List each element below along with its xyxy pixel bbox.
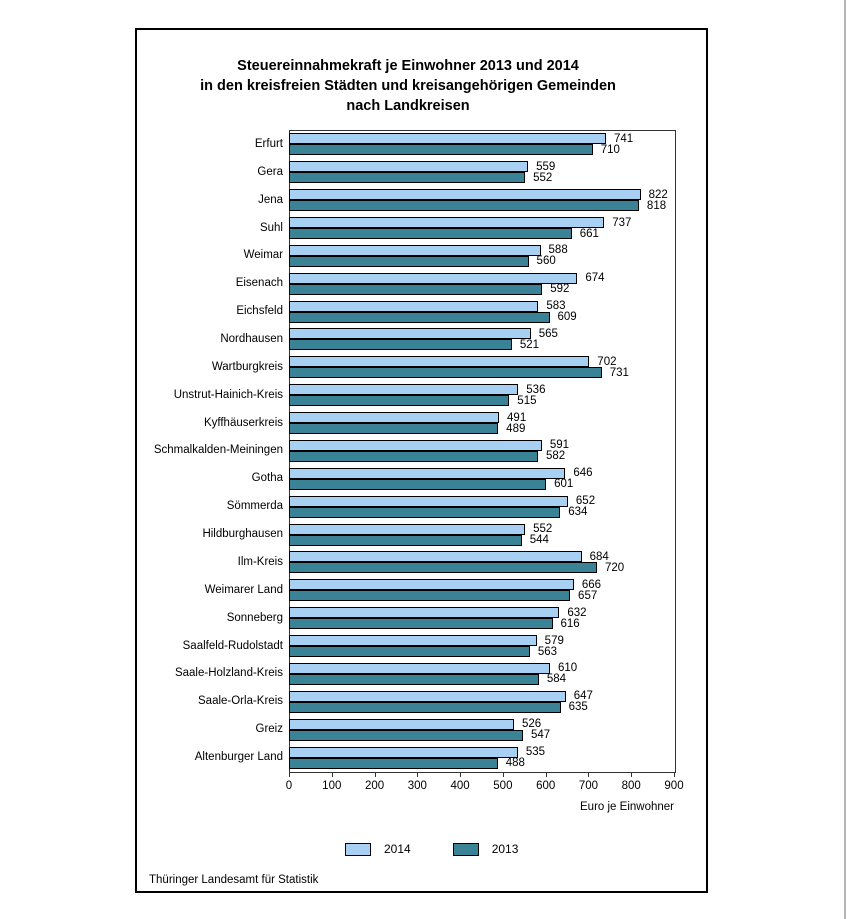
source-note: Thüringer Landesamt für Statistik bbox=[149, 874, 319, 886]
category-label-greiz: Greiz bbox=[255, 723, 283, 736]
bar-2013-unstrut-hainich-kreis bbox=[289, 395, 509, 406]
bar-2013-weimarer-land bbox=[289, 590, 570, 601]
category-label-gotha: Gotha bbox=[251, 472, 283, 485]
category-label-eisenach: Eisenach bbox=[235, 277, 283, 290]
value-label-2014-kyffh-userkreis: 491 bbox=[507, 411, 527, 424]
bar-2014-kyffh-userkreis bbox=[289, 412, 499, 423]
bar-2014-jena bbox=[289, 189, 641, 200]
bar-2013-saale-holzland-kreis bbox=[289, 674, 539, 685]
x-axis-tick bbox=[289, 772, 290, 777]
bar-2013-wartburgkreis bbox=[289, 367, 602, 378]
category-label-unstrut-hainich-kreis: Unstrut-Hainich-Kreis bbox=[173, 388, 283, 401]
value-label-2013-hildburghausen: 544 bbox=[529, 534, 549, 547]
bar-2013-jena bbox=[289, 200, 639, 211]
legend-swatch-2014 bbox=[345, 843, 371, 856]
bar-2013-suhl bbox=[289, 228, 572, 239]
bar-2014-saale-orla-kreis bbox=[289, 691, 566, 702]
value-label-2014-s-mmerda: 652 bbox=[575, 495, 596, 508]
bar-2014-sonneberg bbox=[289, 607, 559, 618]
legend-item-2013 bbox=[453, 842, 519, 856]
bar-2014-weimar bbox=[289, 245, 541, 256]
x-axis-tick bbox=[546, 772, 547, 777]
value-label-2013-wartburgkreis: 731 bbox=[609, 366, 629, 379]
x-axis-tick-label: 400 bbox=[450, 780, 470, 792]
bar-2014-greiz bbox=[289, 719, 514, 730]
value-label-2013-nordhausen: 521 bbox=[519, 338, 540, 351]
value-label-2014-saale-holzland-kreis: 610 bbox=[557, 662, 578, 675]
value-label-2014-saalfeld-rudolstadt: 579 bbox=[544, 634, 564, 647]
bar-2013-ilm-kreis bbox=[289, 562, 597, 573]
bar-2013-saale-orla-kreis bbox=[289, 702, 561, 713]
value-label-2013-altenburger-land: 488 bbox=[505, 757, 525, 770]
value-label-2013-eisenach: 592 bbox=[550, 283, 570, 296]
bar-2013-kyffh-userkreis bbox=[289, 423, 498, 434]
bar-2014-saale-holzland-kreis bbox=[289, 663, 550, 674]
bar-2014-altenburger-land bbox=[289, 747, 518, 758]
bar-2014-gotha bbox=[289, 468, 565, 479]
value-label-2013-weimar: 560 bbox=[536, 255, 556, 268]
chart-title-line-1: Steuereinnahmekraft je Einwohner 2013 und 2014 bbox=[237, 58, 579, 74]
category-label-saalfeld-rudolstadt: Saalfeld-Rudolstadt bbox=[182, 639, 283, 652]
bar-2014-nordhausen bbox=[289, 328, 531, 339]
x-axis-unit-label: Euro je Einwohner bbox=[580, 801, 674, 813]
bar-2014-s-mmerda bbox=[289, 496, 568, 507]
category-label-schmalkalden-meiningen: Schmalkalden-Meiningen bbox=[153, 444, 283, 457]
bar-2013-nordhausen bbox=[289, 339, 512, 350]
category-label-saale-holzland-kreis: Saale-Holzland-Kreis bbox=[174, 667, 283, 680]
value-label-2014-nordhausen: 565 bbox=[538, 327, 558, 340]
x-axis-tick bbox=[375, 772, 376, 777]
category-label-nordhausen: Nordhausen bbox=[220, 332, 283, 345]
value-label-2013-saalfeld-rudolstadt: 563 bbox=[537, 645, 558, 658]
value-label-2014-saale-orla-kreis: 647 bbox=[573, 690, 593, 703]
bar-2013-schmalkalden-meiningen bbox=[289, 451, 538, 462]
category-label-hildburghausen: Hildburghausen bbox=[202, 528, 283, 541]
x-axis-tick bbox=[332, 772, 333, 777]
value-label-2013-saale-orla-kreis: 635 bbox=[568, 701, 588, 714]
bar-2014-gera bbox=[289, 161, 528, 172]
value-label-2013-unstrut-hainich-kreis: 515 bbox=[517, 394, 537, 407]
bar-2013-sonneberg bbox=[289, 618, 553, 629]
value-label-2014-schmalkalden-meiningen: 591 bbox=[549, 439, 569, 452]
bar-2014-hildburghausen bbox=[289, 524, 525, 535]
x-axis-tick bbox=[631, 772, 632, 777]
bar-2014-eisenach bbox=[289, 273, 577, 284]
category-label-kyffh-userkreis: Kyffhäuserkreis bbox=[203, 416, 283, 429]
category-label-s-mmerda: Sömmerda bbox=[226, 500, 283, 513]
value-label-2014-weimarer-land: 666 bbox=[581, 578, 602, 591]
category-label-weimar: Weimar bbox=[243, 249, 283, 262]
category-label-saale-orla-kreis: Saale-Orla-Kreis bbox=[198, 695, 283, 708]
legend bbox=[345, 842, 560, 856]
x-axis-tick bbox=[460, 772, 461, 777]
legend-item-2014 bbox=[345, 842, 411, 856]
bar-2013-eisenach bbox=[289, 284, 542, 295]
chart-title bbox=[137, 56, 679, 116]
legend-swatch-2013 bbox=[453, 843, 479, 856]
value-label-2014-eisenach: 674 bbox=[585, 272, 605, 285]
bar-2013-erfurt bbox=[289, 144, 593, 155]
value-label-2013-ilm-kreis: 720 bbox=[605, 561, 625, 574]
bar-2014-erfurt bbox=[289, 133, 606, 144]
value-label-2013-saale-holzland-kreis: 584 bbox=[546, 673, 566, 686]
bar-2014-schmalkalden-meiningen bbox=[289, 440, 542, 451]
category-label-weimarer-land: Weimarer Land bbox=[204, 583, 283, 596]
category-label-ilm-kreis: Ilm-Kreis bbox=[237, 555, 283, 568]
bar-2013-saalfeld-rudolstadt bbox=[289, 646, 530, 657]
x-axis-tick-label: 200 bbox=[364, 780, 385, 792]
x-axis-tick-label: 500 bbox=[493, 780, 513, 792]
bar-2014-ilm-kreis bbox=[289, 551, 582, 562]
chart-title-line-3: nach Landkreisen bbox=[346, 98, 470, 114]
x-axis-tick-label: 700 bbox=[578, 780, 599, 792]
bar-2014-eichsfeld bbox=[289, 301, 538, 312]
bar-2014-suhl bbox=[289, 217, 604, 228]
x-axis-tick bbox=[674, 772, 675, 777]
category-label-erfurt: Erfurt bbox=[254, 137, 283, 150]
bar-2013-weimar bbox=[289, 256, 529, 267]
value-label-2014-erfurt: 741 bbox=[613, 132, 634, 145]
category-label-jena: Jena bbox=[258, 193, 283, 206]
value-label-2014-altenburger-land: 535 bbox=[525, 746, 546, 759]
value-label-2014-weimar: 588 bbox=[548, 244, 568, 257]
x-axis-tick bbox=[503, 772, 504, 777]
value-label-2013-greiz: 547 bbox=[530, 729, 551, 742]
value-label-2013-weimarer-land: 657 bbox=[578, 589, 598, 602]
bar-2014-weimarer-land bbox=[289, 579, 574, 590]
bar-2013-eichsfeld bbox=[289, 312, 550, 323]
x-axis-tick-label: 0 bbox=[285, 780, 293, 792]
value-label-2013-s-mmerda: 634 bbox=[568, 506, 588, 519]
value-label-2013-eichsfeld: 609 bbox=[557, 311, 577, 324]
x-axis-tick-label: 600 bbox=[536, 780, 556, 792]
value-label-2014-eichsfeld: 583 bbox=[546, 300, 566, 313]
value-label-2013-sonneberg: 616 bbox=[560, 617, 580, 630]
value-label-2014-gotha: 646 bbox=[573, 467, 593, 480]
x-axis-tick-label: 800 bbox=[621, 780, 641, 792]
x-axis-tick-label: 900 bbox=[664, 780, 684, 792]
value-label-2013-jena: 818 bbox=[646, 199, 667, 212]
bar-2013-gotha bbox=[289, 479, 546, 490]
category-label-eichsfeld: Eichsfeld bbox=[236, 305, 283, 318]
bar-2013-s-mmerda bbox=[289, 507, 560, 518]
x-axis-tick-label: 100 bbox=[322, 780, 342, 792]
category-label-gera: Gera bbox=[257, 165, 283, 178]
bar-2014-saalfeld-rudolstadt bbox=[289, 635, 537, 646]
value-label-2014-greiz: 526 bbox=[522, 718, 542, 731]
value-label-2014-gera: 559 bbox=[536, 160, 556, 173]
bar-2013-greiz bbox=[289, 730, 523, 741]
bar-2013-hildburghausen bbox=[289, 535, 522, 546]
report-page bbox=[135, 28, 708, 893]
value-label-2013-gotha: 601 bbox=[554, 478, 574, 491]
window-right-edge bbox=[844, 0, 846, 919]
legend-label-2014: 2014 bbox=[384, 842, 411, 856]
bar-2014-wartburgkreis bbox=[289, 356, 589, 367]
value-label-2014-suhl: 737 bbox=[612, 216, 632, 229]
category-label-sonneberg: Sonneberg bbox=[226, 611, 283, 624]
value-label-2014-unstrut-hainich-kreis: 536 bbox=[526, 383, 546, 396]
value-label-2014-jena: 822 bbox=[648, 188, 668, 201]
x-axis-tick bbox=[417, 772, 418, 777]
value-label-2014-sonneberg: 632 bbox=[567, 606, 587, 619]
category-label-altenburger-land: Altenburger Land bbox=[194, 751, 283, 764]
bar-2014-unstrut-hainich-kreis bbox=[289, 384, 518, 395]
value-label-2013-kyffh-userkreis: 489 bbox=[506, 422, 526, 435]
value-label-2013-suhl: 661 bbox=[579, 227, 599, 240]
legend-label-2013: 2013 bbox=[491, 842, 519, 856]
x-axis-tick-label: 300 bbox=[407, 780, 427, 792]
value-label-2013-schmalkalden-meiningen: 582 bbox=[545, 450, 566, 463]
value-label-2013-erfurt: 710 bbox=[600, 143, 620, 156]
category-label-wartburgkreis: Wartburgkreis bbox=[211, 360, 283, 373]
value-label-2014-hildburghausen: 552 bbox=[533, 523, 553, 536]
bar-2013-altenburger-land bbox=[289, 758, 498, 769]
chart-title-line-2: in den kreisfreien Städten und kreisangehörigen Gemeinden bbox=[200, 78, 616, 94]
x-axis-tick bbox=[588, 772, 589, 777]
category-label-suhl: Suhl bbox=[259, 221, 283, 234]
value-label-2014-wartburgkreis: 702 bbox=[597, 355, 617, 368]
value-label-2014-ilm-kreis: 684 bbox=[589, 550, 609, 563]
value-label-2013-gera: 552 bbox=[533, 171, 553, 184]
bar-2013-gera bbox=[289, 172, 525, 183]
